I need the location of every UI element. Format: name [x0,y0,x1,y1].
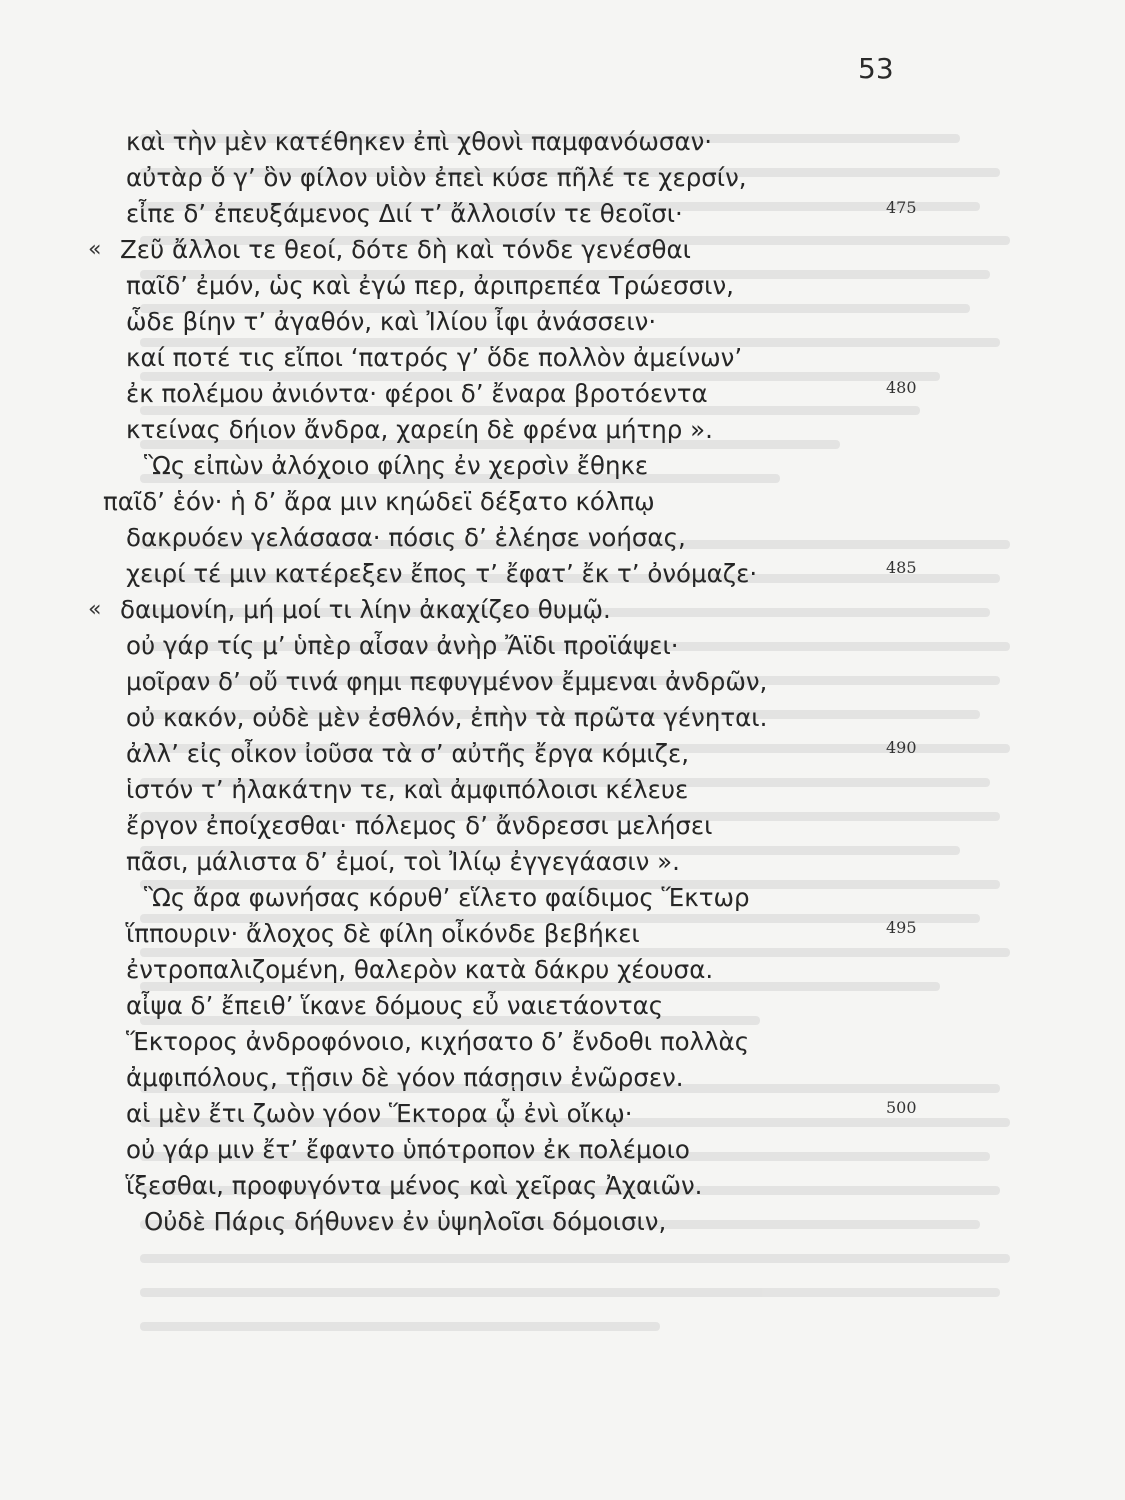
verse-line [0,484,1125,520]
verse-line [0,1204,1125,1240]
verse-text: εἶπε δ’ ἐπευξάμενος Διί τ’ ἄλλοισίν τε θεοῖσι· [126,199,683,228]
verse-text: ὧδε βίην τ’ ἀγαθόν, καὶ Ἰλίου ἶφι ἀνάσσειν· [126,307,657,336]
verse-text: αἶψα δ’ ἔπειθ’ ἵκανε δόμους εὖ ναιετάοντας [126,991,664,1020]
verse-text: αὐτὰρ ὅ γ’ ὃν φίλον υἱὸν ἐπεὶ κύσε πῆλέ τε χερσίν, [126,163,747,192]
verse-text: αἱ μὲν ἔτι ζωὸν γόον Ἕκτορα ᾧ ἐνὶ οἴκῳ· [126,1099,633,1128]
line-number: 475 [886,198,917,217]
opening-quote-mark: « [88,237,102,262]
verse-text: ἀλλ’ εἰς οἶκον ἰοῦσα τὰ σ’ αὐτῆς ἔργα κόμιζε, [126,739,689,768]
line-number: 485 [886,558,917,577]
verse-line [0,880,1125,916]
verse-text: ἵξεσθαι, προφυγόντα μένος καὶ χεῖρας Ἀχαιῶν. [126,1171,703,1200]
verse-line [0,196,1125,232]
verse-line [0,844,1125,880]
opening-quote-mark: « [88,597,102,622]
verse-line [0,772,1125,808]
verse-text: κτείνας δήιον ἄνδρα, χαρείη δὲ φρένα μήτηρ ». [126,415,713,444]
verse-text: ἵππουριν· ἄλοχος δὲ φίλη οἶκόνδε βεβήκει [126,919,640,948]
verse-line [0,124,1125,160]
verse-line [0,1168,1125,1204]
verse-line [0,916,1125,952]
verse-text: οὐ γάρ μιν ἔτ’ ἔφαντο ὑπότροπον ἐκ πολέμοιο [126,1135,690,1164]
verse-text: μοῖραν δ’ οὔ τινά φημι πεφυγμένον ἔμμεναι ἀνδρῶν, [126,667,768,696]
verse-line [0,268,1125,304]
verse-line [0,340,1125,376]
verse-block [0,124,1125,1240]
verse-text: καί ποτέ τις εἴποι ‘πατρός γ’ ὅδε πολλὸν ἀμείνων’ [126,343,743,372]
verse-text: ἀμφιπόλους, τῇσιν δὲ γόον πάσῃσιν ἐνῶρσεν. [126,1063,684,1092]
verse-text: πᾶσι, μάλιστα δ’ ἐμοί, τοὶ Ἰλίῳ ἐγγεγάασιν ». [126,847,680,876]
verse-line [0,556,1125,592]
line-number: 480 [886,378,917,397]
verse-line [0,1132,1125,1168]
verse-text: παῖδ’ ἑόν· ἡ δ’ ἄρα μιν κηώδεϊ δέξατο κόλπῳ [103,487,655,516]
verse-text: καὶ τὴν μὲν κατέθηκεν ἐπὶ χθονὶ παμφανόωσαν· [126,127,713,156]
verse-line [0,1096,1125,1132]
verse-line [0,1060,1125,1096]
verse-text: Ἕκτορος ἀνδροφόνοιο, κιχήσατο δ’ ἔνδοθι πολλὰς [126,1027,750,1056]
verse-line [0,592,1125,628]
verse-line [0,520,1125,556]
verse-text: Ὣς ἄρα φωνήσας κόρυθ’ εἵλετο φαίδιμος Ἕκτωρ [144,883,750,912]
verse-text: δαιμονίη, μή μοί τι λίην ἀκαχίζεο θυμῷ. [120,595,611,624]
verse-text: ἐντροπαλιζομένη, θαλερὸν κατὰ δάκρυ χέουσα. [126,955,714,984]
verse-text: οὐ κακόν, οὐδὲ μὲν ἐσθλόν, ἐπὴν τὰ πρῶτα γένηται. [126,703,768,732]
verse-line [0,736,1125,772]
verse-line [0,952,1125,988]
page-number: 53 [858,52,894,85]
verse-line [0,376,1125,412]
line-number: 490 [886,738,917,757]
verse-text: οὐ γάρ τίς μ’ ὑπὲρ αἶσαν ἀνὴρ Ἄϊδι προϊάψει· [126,631,679,660]
verse-text: παῖδ’ ἐμόν, ὡς καὶ ἐγώ περ, ἀριπρεπέα Τρώεσσιν, [126,271,734,300]
verse-text: Οὐδὲ Πάρις δήθυνεν ἐν ὑψηλοῖσι δόμοισιν, [144,1207,667,1236]
verse-line [0,304,1125,340]
verse-line [0,412,1125,448]
verse-line [0,448,1125,484]
verse-text: ἱστόν τ’ ἠλακάτην τε, καὶ ἀμφιπόλοισι κέλευε [126,775,689,804]
verse-line [0,808,1125,844]
verse-text: Ζεῦ ἄλλοι τε θεοί, δότε δὴ καὶ τόνδε γενέσθαι [120,235,691,264]
verse-line [0,232,1125,268]
verse-line [0,628,1125,664]
verse-text: χειρί τέ μιν κατέρεξεν ἔπος τ’ ἔφατ’ ἔκ τ’ ὀνόμαζε· [126,559,758,588]
verse-text: ἐκ πολέμου ἀνιόντα· φέροι δ’ ἔναρα βροτόεντα [126,379,708,408]
verse-text: Ὣς εἰπὼν ἀλόχοιο φίλης ἐν χερσὶν ἔθηκε [144,451,649,480]
verse-line [0,160,1125,196]
verse-text: δακρυόεν γελάσασα· πόσις δ’ ἐλέησε νοήσας, [126,523,686,552]
verse-line [0,700,1125,736]
line-number: 495 [886,918,917,937]
line-number: 500 [886,1098,917,1117]
verse-text: ἔργον ἐποίχεσθαι· πόλεμος δ’ ἄνδρεσσι μελήσει [126,811,713,840]
verse-line [0,1024,1125,1060]
verse-line [0,664,1125,700]
verse-line [0,988,1125,1024]
